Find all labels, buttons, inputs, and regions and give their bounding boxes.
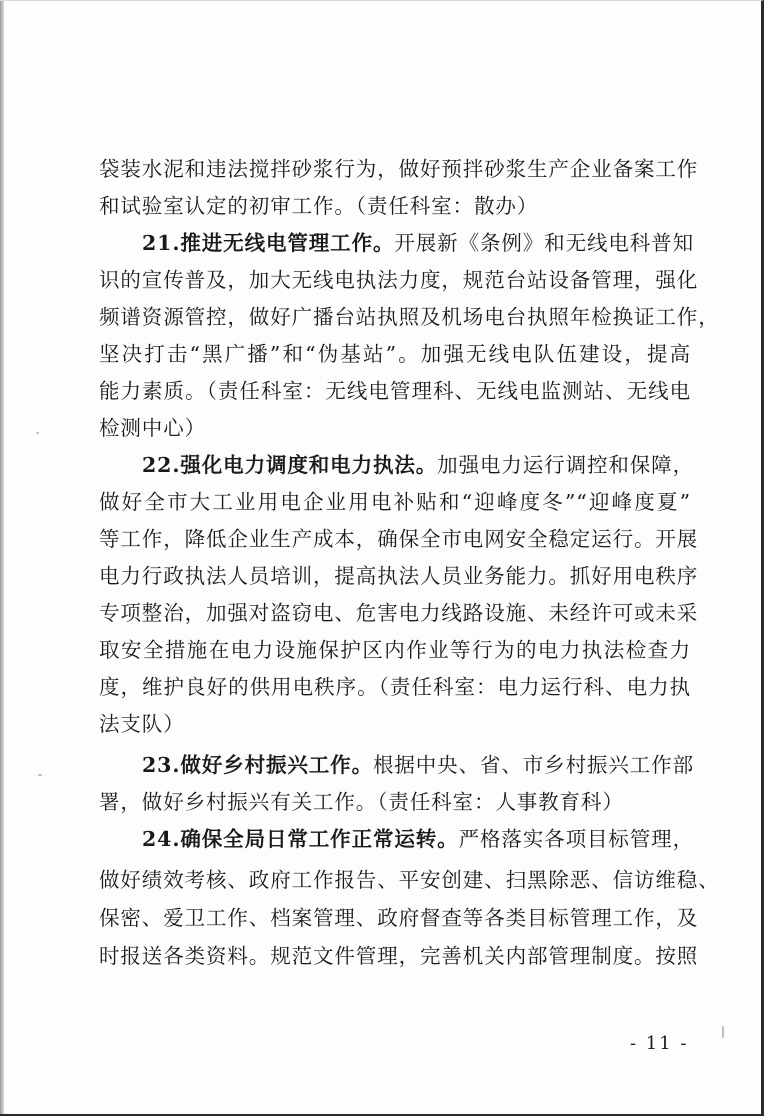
section-heading-22: 22.强化电力调度和电力执法。 [142,453,438,477]
body-line: 电力行政执法人员培训，提高执法人员业务能力。抓好用电秩序 [99,564,699,588]
body-line: 频谱资源管控，做好广播台站执照及机场电台执照年检换证工作， [99,305,720,329]
body-line: 度，维护良好的供用电秩序。（责任科室：电力运行科、电力执 [99,675,691,699]
section-heading-line: 22.强化电力调度和电力执法。加强电力运行调控和保障， [142,453,694,477]
page-number: - 11 - [630,1033,689,1054]
section-heading-line: 23.做好乡村振兴工作。根据中央、省、市乡村振兴工作部 [142,753,694,777]
scan-speck [36,432,39,434]
section-heading-line: 24.确保全局日常工作正常运转。严格落实各项目标管理， [142,827,694,851]
body-line: 做好全市大工业用电企业用电补贴和“迎峰度冬”“迎峰度夏” [99,490,691,514]
body-line: 保密、爱卫工作、档案管理、政府督查等各类目标管理工作，及 [99,906,699,930]
section-heading-24: 24.确保全局日常工作正常运转。 [142,827,459,851]
body-line: 取安全措施在电力设施保护区内作业等行为的电力执法检查力 [99,638,691,662]
scan-left-edge [0,1,4,1114]
body-line: 袋装水泥和违法搅拌砂浆行为，做好预拌砂浆生产企业备案工作 [99,157,699,181]
body-line: 和试验室认定的初审工作。（责任科室：散办） [99,194,539,218]
body-line: 坚决打击“黑广播”和“伪基站”。加强无线电队伍建设，提高 [99,342,691,366]
body-line: 能力素质。（责任科室：无线电管理科、无线电监测站、无线电 [99,379,691,403]
section-heading-23: 23.做好乡村振兴工作。 [142,753,373,777]
body-line: 专项整治，加强对盗窃电、危害电力线路设施、未经许可或未采 [99,601,699,625]
body-line: 时报送各类资料。规范文件管理，完善机关内部管理制度。按照 [99,944,699,968]
scan-speck [722,1026,724,1038]
section-heading-21: 21.推进无线电管理工作。 [142,231,395,255]
body-line: 检测中心） [99,416,206,440]
body-line: 做好绩效考核、政府工作报告、平安创建、扫黑除恶、信访维稳、 [99,868,720,892]
body-line: 识的宣传普及，加大无线电执法力度，规范台站设备管理，强化 [99,268,699,292]
section-heading-line: 21.推进无线电管理工作。开展新《条例》和无线电科普知 [142,231,694,255]
body-line: 法支队） [99,712,185,736]
body-line: 等工作，降低企业生产成本，确保全市电网安全稳定运行。开展 [99,527,699,551]
scan-speck [38,774,42,776]
body-line: 署，做好乡村振兴有关工作。（责任科室：人事教育科） [99,790,624,814]
